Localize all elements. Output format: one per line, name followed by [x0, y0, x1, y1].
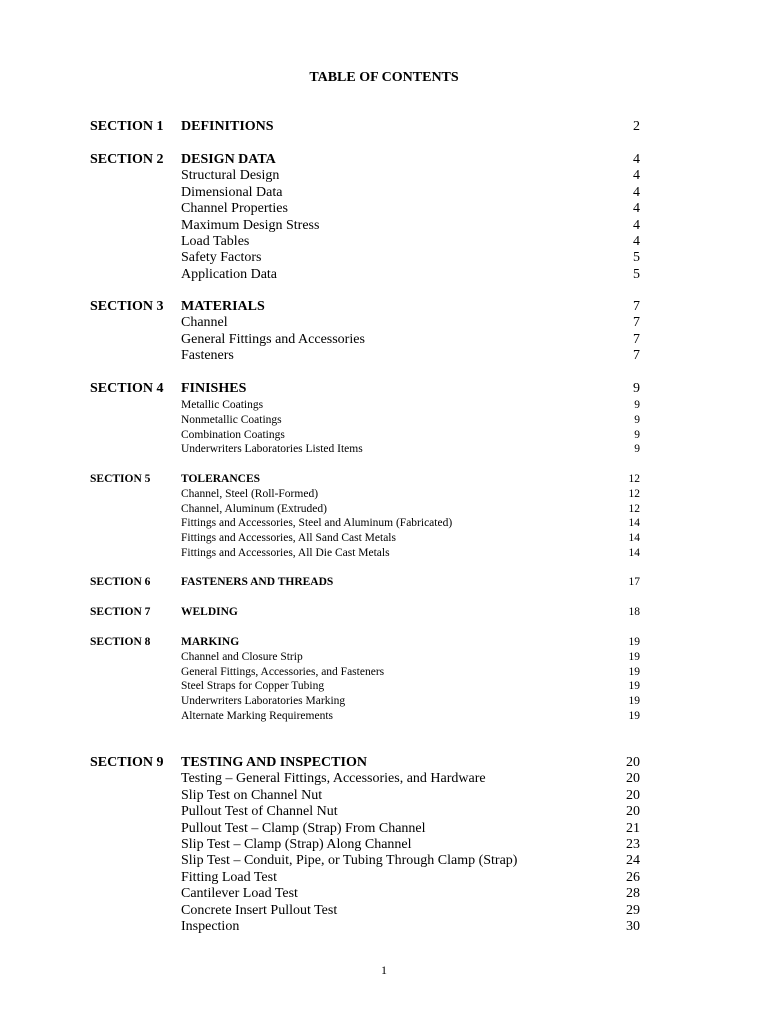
item-page: 4 [633, 217, 640, 233]
item-title: Slip Test – Clamp (Strap) Along Channel [181, 836, 412, 852]
item-page: 9 [634, 413, 640, 426]
toc-item [0, 853, 768, 869]
toc-item [0, 531, 768, 546]
item-page: 19 [628, 709, 640, 722]
item-page: 20 [626, 771, 640, 787]
section-label: SECTION 4 [90, 381, 164, 396]
section-label: SECTION 5 [90, 473, 151, 485]
item-title: Testing – General Fittings, Accessories, and Hardware [181, 771, 486, 787]
toc-section-header [0, 152, 768, 168]
item-title: Channel, Steel (Roll-Formed) [181, 487, 319, 500]
toc-item [0, 821, 768, 837]
section-label: SECTION 8 [90, 636, 151, 648]
section-page: 20 [626, 755, 640, 770]
toc-section-header [0, 472, 768, 487]
toc-section-1 [0, 119, 768, 135]
item-page: 4 [633, 233, 640, 249]
toc-item [0, 267, 768, 283]
item-title: Combination Coatings [181, 428, 285, 441]
toc-item [0, 413, 768, 428]
toc-section-header [0, 119, 768, 135]
toc-section-3 [0, 299, 768, 365]
toc-item [0, 234, 768, 250]
page-number: 1 [381, 963, 387, 977]
toc-item [0, 679, 768, 694]
toc-item [0, 665, 768, 680]
item-title: Fasteners [181, 348, 234, 364]
item-page: 29 [626, 902, 640, 918]
item-title: Fittings and Accessories, Steel and Aluminum (Fabricated) [181, 517, 453, 530]
toc-section-header [0, 299, 768, 315]
item-page: 28 [626, 886, 640, 902]
item-page: 19 [628, 665, 640, 678]
toc-item [0, 903, 768, 919]
toc-item [0, 771, 768, 787]
section-page: 9 [633, 381, 640, 396]
item-title: General Fittings and Accessories [181, 331, 365, 347]
item-title: Channel Properties [181, 201, 288, 217]
item-title: Application Data [181, 266, 278, 282]
item-title: Channel, Aluminum (Extruded) [181, 502, 327, 515]
section-title: TESTING AND INSPECTION [181, 755, 367, 770]
item-title: Underwriters Laboratories Marking [181, 695, 346, 708]
item-title: Dimensional Data [181, 184, 283, 200]
item-title: Inspection [181, 918, 240, 934]
item-page: 7 [633, 331, 640, 347]
toc-item [0, 709, 768, 724]
item-title: Cantilever Load Test [181, 886, 298, 902]
section-title: MARKING [181, 636, 240, 648]
item-page: 4 [633, 168, 640, 184]
section-title: FASTENERS AND THREADS [181, 576, 334, 588]
toc-section-header [0, 605, 768, 620]
item-page: 4 [633, 184, 640, 200]
toc-section-header [0, 635, 768, 650]
toc-item [0, 428, 768, 443]
section-title: FINISHES [181, 381, 247, 396]
toc-item [0, 837, 768, 853]
item-title: Steel Straps for Copper Tubing [181, 680, 325, 693]
toc-item [0, 487, 768, 502]
item-page: 4 [633, 201, 640, 217]
item-page: 19 [628, 695, 640, 708]
toc-item [0, 250, 768, 266]
toc-item [0, 398, 768, 413]
item-title: Load Tables [181, 233, 250, 249]
item-page: 12 [628, 487, 640, 500]
section-title: WELDING [181, 606, 238, 618]
section-label: SECTION 1 [90, 119, 164, 134]
item-title: Maximum Design Stress [181, 217, 320, 233]
toc-item [0, 804, 768, 820]
item-page: 14 [628, 532, 640, 545]
item-title: Channel [181, 315, 228, 331]
item-page: 26 [626, 869, 640, 885]
item-title: Slip Test – Conduit, Pipe, or Tubing Through Clamp (Strap) [181, 853, 518, 869]
item-page: 30 [626, 918, 640, 934]
item-title: Fitting Load Test [181, 869, 277, 885]
toc-section-4 [0, 381, 768, 397]
toc-item [0, 315, 768, 331]
item-page: 14 [628, 517, 640, 530]
section-title: DEFINITIONS [181, 119, 274, 134]
toc-section-header [0, 575, 768, 590]
toc-section-6 [0, 575, 768, 590]
toc-section-4-items [0, 398, 768, 457]
toc-item [0, 788, 768, 804]
toc-item [0, 694, 768, 709]
item-title: Channel and Closure Strip [181, 650, 303, 663]
section-title: DESIGN DATA [181, 152, 276, 167]
toc-section-header [0, 755, 768, 771]
toc-item [0, 218, 768, 234]
item-title: General Fittings, Accessories, and Fasteners [181, 665, 385, 678]
section-label: SECTION 6 [90, 576, 151, 588]
item-title: Alternate Marking Requirements [181, 709, 334, 722]
toc-item [0, 650, 768, 665]
section-page: 19 [628, 636, 640, 648]
item-title: Concrete Insert Pullout Test [181, 902, 338, 918]
section-page: 18 [628, 606, 640, 618]
section-page: 2 [633, 119, 640, 134]
section-page: 12 [628, 473, 640, 485]
toc-section-5 [0, 472, 768, 561]
section-label: SECTION 9 [90, 755, 164, 770]
item-page: 9 [634, 428, 640, 441]
section-title: TOLERANCES [181, 473, 261, 485]
toc-item [0, 168, 768, 184]
item-title: Fittings and Accessories, All Sand Cast Metals [181, 532, 396, 545]
section-title: MATERIALS [181, 299, 265, 314]
item-title: Pullout Test of Channel Nut [181, 804, 338, 820]
item-page: 24 [626, 853, 640, 869]
toc-item [0, 201, 768, 217]
item-page: 20 [626, 804, 640, 820]
toc-item [0, 348, 768, 364]
section-label: SECTION 2 [90, 152, 164, 167]
page-title: TABLE OF CONTENTS [309, 70, 459, 85]
item-title: Fittings and Accessories, All Die Cast Metals [181, 546, 390, 559]
item-page: 14 [628, 546, 640, 559]
item-title: Slip Test on Channel Nut [181, 787, 323, 803]
toc-item [0, 442, 768, 457]
item-page: 9 [634, 443, 640, 456]
section-label: SECTION 3 [90, 299, 164, 314]
item-page: 7 [633, 315, 640, 331]
item-page: 7 [633, 348, 640, 364]
item-page: 19 [628, 650, 640, 663]
section-page: 4 [633, 152, 640, 167]
toc-item [0, 516, 768, 531]
item-page: 5 [633, 250, 640, 266]
toc-item [0, 886, 768, 902]
item-page: 21 [626, 820, 640, 836]
item-title: Nonmetallic Coatings [181, 413, 282, 426]
item-title: Metallic Coatings [181, 399, 264, 411]
item-page: 9 [634, 399, 640, 411]
toc-item [0, 502, 768, 517]
toc-item [0, 870, 768, 886]
toc-item [0, 919, 768, 935]
toc-item [0, 332, 768, 348]
item-page: 5 [633, 266, 640, 282]
item-title: Safety Factors [181, 250, 262, 266]
section-page: 17 [628, 576, 640, 588]
toc-section-7 [0, 605, 768, 620]
toc-section-2 [0, 152, 768, 283]
item-page: 23 [626, 836, 640, 852]
item-page: 19 [628, 680, 640, 693]
toc-item [0, 546, 768, 561]
item-title: Pullout Test – Clamp (Strap) From Channel [181, 820, 426, 836]
toc-item [0, 185, 768, 201]
item-title: Underwriters Laboratories Listed Items [181, 443, 363, 456]
toc-section-header [0, 381, 768, 397]
item-page: 12 [628, 502, 640, 515]
item-title: Structural Design [181, 168, 280, 184]
section-label: SECTION 7 [90, 606, 151, 618]
item-page: 20 [626, 787, 640, 803]
toc-section-8 [0, 635, 768, 724]
section-page: 7 [633, 299, 640, 314]
toc-section-9 [0, 755, 768, 935]
